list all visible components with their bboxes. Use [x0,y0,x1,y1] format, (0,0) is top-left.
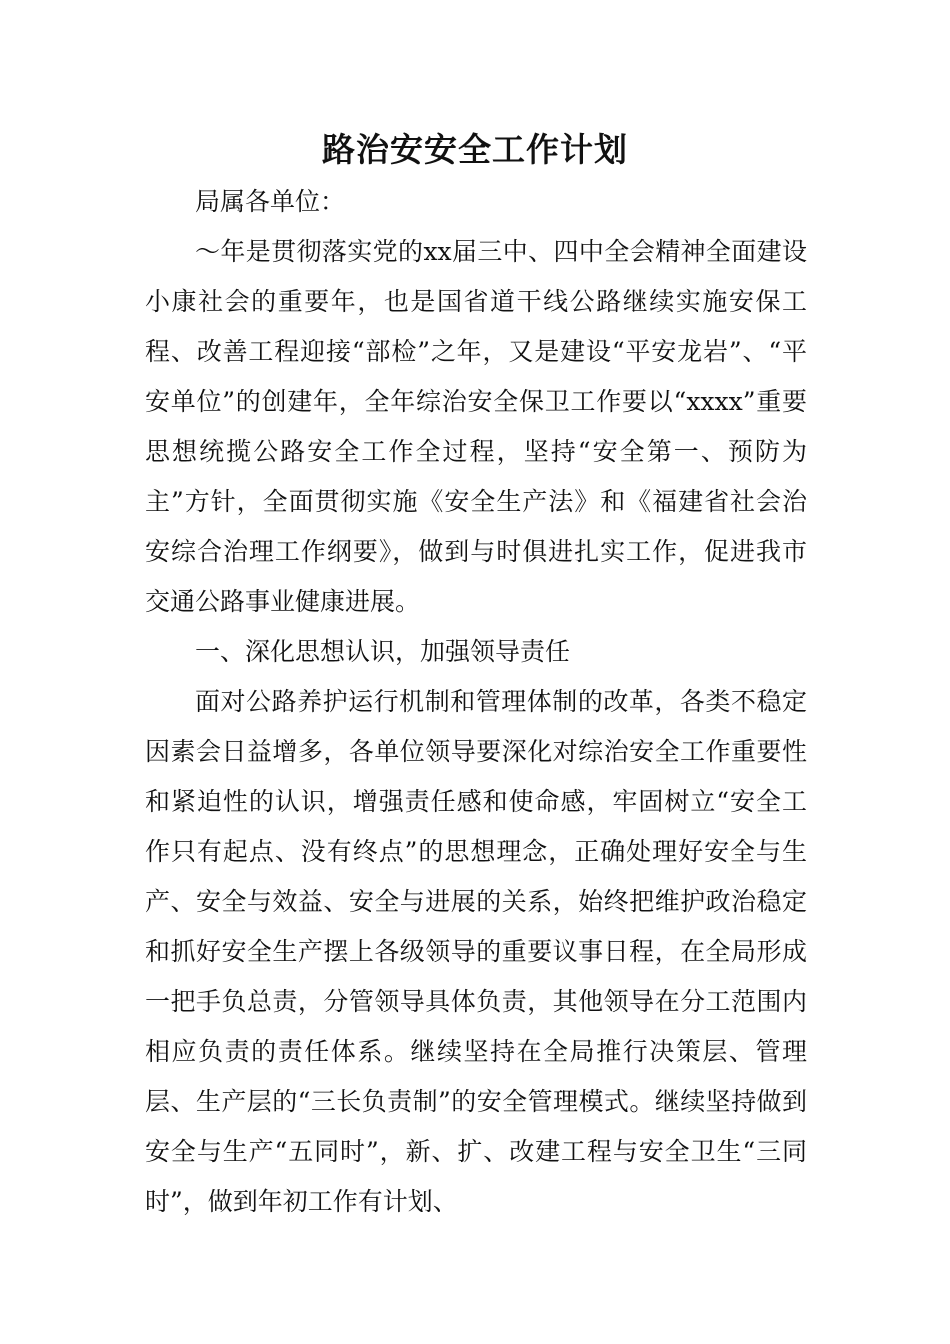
salutation: 局属各单位： [195,187,346,216]
document-body [145,177,807,1227]
paragraph-section-1: 面对公路养护运行机制和管理体制的改革，各类不稳定因素会日益增多，各单位领导要深化对综治安全工作重要性和紧迫性的认识，增强责任感和使命感，牢固树立“安全工作只有起点、没有终点”的思想理念，正确处理好安全与生产、安全与效益、安全与进展的关系，始终把维护政治稳定和抓好安全生产摆上各级领导的重要议事日程，在全局形成一把手负总责，分管领导具体负责，其他领导在分工范围内相应负责的责任体系。继续坚持在全局推行决策层、管理层、生产层的“三长负责制”的安全管理模式。继续坚持做到安全与生产“五同时”，新、扩、改建工程与安全卫生“三同时”，做到年初工作有计划、 [145,687,807,1216]
document-title: 路治安安全工作计划 [322,130,628,169]
paragraph-intro: ～年是贯彻落实党的xx届三中、四中全会精神全面建设小康社会的重要年，也是国省道干线公路继续实施安保工程、改善工程迎接“部检”之年，又是建设“平安龙岩”、“平安单位”的创建年，全年综治安全保卫工作要以“xxxx”重要思想统揽公路安全工作全过程，坚持“安全第一、预防为主”方针，全面贯彻实施《安全生产法》和《福建省社会治安综合治理工作纲要》，做到与时俱进扎实工作，促进我市交通公路事业健康进展。 [145,237,807,616]
section-heading-1: 一、深化思想认识，加强领导责任 [195,637,571,666]
